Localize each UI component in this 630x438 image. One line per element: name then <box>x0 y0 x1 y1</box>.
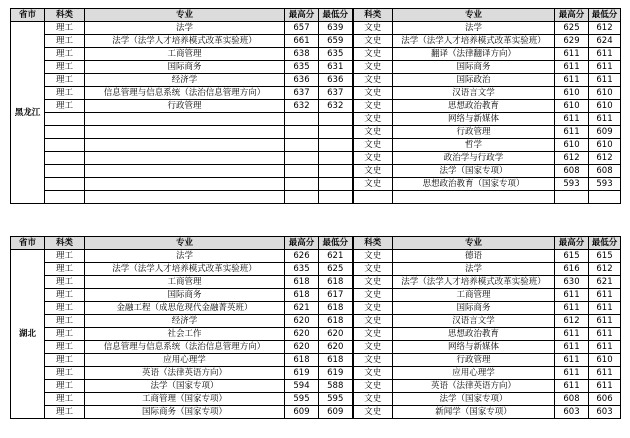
left-major-cell <box>85 126 285 139</box>
table-row <box>11 328 621 341</box>
right-major-cell: 思想政治教育（国家专项） <box>393 178 555 191</box>
left-max-score-cell: 609 <box>285 406 319 419</box>
left-min-score-cell: 631 <box>319 61 353 74</box>
left-min-score-cell <box>319 152 353 165</box>
left-min-score-cell: 639 <box>319 22 353 35</box>
table-row <box>11 406 621 419</box>
left-max-score-cell: 635 <box>285 263 319 276</box>
table-row <box>11 341 621 354</box>
right-category-cell: 文史 <box>353 48 393 61</box>
score-table-heilongjiang <box>10 8 621 204</box>
right-min-score-cell: 609 <box>589 126 621 139</box>
left-min-score-cell: 625 <box>319 263 353 276</box>
right-max-score-cell: 611 <box>555 367 589 380</box>
right-max-score-cell: 608 <box>555 393 589 406</box>
left-category-cell: 理工 <box>45 393 85 406</box>
left-min-score-cell <box>319 113 353 126</box>
table-row <box>11 178 621 191</box>
left-min-score-cell <box>319 178 353 191</box>
table-row <box>11 380 621 393</box>
right-min-score-cell: 610 <box>589 100 621 113</box>
right-min-score-cell: 603 <box>589 406 621 419</box>
right-major-cell: 国际商务 <box>393 61 555 74</box>
right-max-score-cell: 611 <box>555 328 589 341</box>
right-max-score-cell: 612 <box>555 315 589 328</box>
right-min-score-cell: 593 <box>589 178 621 191</box>
right-min-score-cell: 606 <box>589 393 621 406</box>
header-major: 专业 <box>85 9 285 22</box>
right-max-score-cell <box>555 191 589 204</box>
left-max-score-cell: 635 <box>285 61 319 74</box>
left-max-score-cell: 595 <box>285 393 319 406</box>
left-major-cell: 信息管理与信息系统（法治信息管理方向） <box>85 341 285 354</box>
right-category-cell: 文史 <box>353 113 393 126</box>
right-major-cell: 法学 <box>393 22 555 35</box>
right-major-cell: 汉语言文学 <box>393 87 555 100</box>
left-major-cell: 国际商务（国家专项） <box>85 406 285 419</box>
header-min: 最低分 <box>319 237 353 250</box>
right-max-score-cell: 611 <box>555 113 589 126</box>
right-category-cell: 文史 <box>353 126 393 139</box>
right-min-score-cell: 610 <box>589 87 621 100</box>
right-category-cell: 文史 <box>353 406 393 419</box>
table-row <box>11 191 621 204</box>
left-category-cell: 理工 <box>45 263 85 276</box>
table-row <box>11 315 621 328</box>
left-min-score-cell: 595 <box>319 393 353 406</box>
table-row <box>11 276 621 289</box>
table-row <box>11 61 621 74</box>
right-min-score-cell: 611 <box>589 328 621 341</box>
right-major-cell: 新闻学（国家专项） <box>393 406 555 419</box>
right-category-cell: 文史 <box>353 139 393 152</box>
header-min: 最低分 <box>589 237 621 250</box>
left-major-cell: 应用心理学 <box>85 354 285 367</box>
header-major: 专业 <box>393 237 555 250</box>
left-max-score-cell: 657 <box>285 22 319 35</box>
right-category-cell: 文史 <box>353 152 393 165</box>
left-category-cell: 理工 <box>45 87 85 100</box>
left-category-cell: 理工 <box>45 380 85 393</box>
right-category-cell: 文史 <box>353 367 393 380</box>
right-min-score-cell: 608 <box>589 165 621 178</box>
right-category-cell <box>353 191 393 204</box>
right-category-cell: 文史 <box>353 22 393 35</box>
right-min-score-cell: 611 <box>589 61 621 74</box>
left-category-cell <box>45 165 85 178</box>
table-row <box>11 139 621 152</box>
left-category-cell: 理工 <box>45 100 85 113</box>
table-row <box>11 74 621 87</box>
right-category-cell: 文史 <box>353 250 393 263</box>
right-major-cell: 工商管理 <box>393 289 555 302</box>
right-major-cell: 国际政治 <box>393 74 555 87</box>
left-category-cell: 理工 <box>45 250 85 263</box>
table-row <box>11 354 621 367</box>
right-min-score-cell: 612 <box>589 152 621 165</box>
header-category: 科类 <box>353 237 393 250</box>
right-major-cell: 法学 <box>393 263 555 276</box>
table-row <box>11 302 621 315</box>
left-max-score-cell: 618 <box>285 289 319 302</box>
right-category-cell: 文史 <box>353 341 393 354</box>
left-max-score-cell: 618 <box>285 354 319 367</box>
table-row <box>11 165 621 178</box>
right-major-cell: 英语（法律英语方向） <box>393 380 555 393</box>
right-min-score-cell: 611 <box>589 315 621 328</box>
right-max-score-cell: 625 <box>555 22 589 35</box>
left-max-score-cell <box>285 126 319 139</box>
left-category-cell: 理工 <box>45 61 85 74</box>
right-major-cell: 网络与新媒体 <box>393 113 555 126</box>
left-max-score-cell: 621 <box>285 302 319 315</box>
right-category-cell: 文史 <box>353 315 393 328</box>
right-category-cell: 文史 <box>353 35 393 48</box>
left-category-cell <box>45 152 85 165</box>
header-province: 省市 <box>11 9 45 22</box>
table-row <box>11 250 621 263</box>
right-max-score-cell: 611 <box>555 380 589 393</box>
right-major-cell: 网络与新媒体 <box>393 341 555 354</box>
left-category-cell: 理工 <box>45 48 85 61</box>
left-major-cell: 法学（国家专项） <box>85 380 285 393</box>
left-min-score-cell: 619 <box>319 367 353 380</box>
table-row <box>11 393 621 406</box>
header-category: 科类 <box>45 237 85 250</box>
right-category-cell: 文史 <box>353 165 393 178</box>
left-category-cell: 理工 <box>45 341 85 354</box>
right-max-score-cell: 612 <box>555 152 589 165</box>
left-max-score-cell <box>285 165 319 178</box>
left-max-score-cell: 632 <box>285 100 319 113</box>
right-category-cell: 文史 <box>353 354 393 367</box>
left-max-score-cell: 618 <box>285 276 319 289</box>
left-min-score-cell: 636 <box>319 74 353 87</box>
left-major-cell: 法学（法学人才培养模式改革实验班） <box>85 263 285 276</box>
left-max-score-cell: 620 <box>285 315 319 328</box>
left-min-score-cell: 620 <box>319 341 353 354</box>
right-max-score-cell: 593 <box>555 178 589 191</box>
right-category-cell: 文史 <box>353 178 393 191</box>
right-max-score-cell: 611 <box>555 341 589 354</box>
right-max-score-cell: 630 <box>555 276 589 289</box>
header-major: 专业 <box>85 237 285 250</box>
left-category-cell: 理工 <box>45 22 85 35</box>
table-row <box>11 263 621 276</box>
left-min-score-cell: 621 <box>319 250 353 263</box>
right-category-cell: 文史 <box>353 302 393 315</box>
left-min-score-cell: 618 <box>319 302 353 315</box>
left-category-cell <box>45 126 85 139</box>
table-row <box>11 367 621 380</box>
left-max-score-cell: 626 <box>285 250 319 263</box>
header-row <box>11 9 621 22</box>
left-major-cell <box>85 152 285 165</box>
right-min-score-cell: 611 <box>589 380 621 393</box>
score-table-hubei <box>10 236 621 419</box>
left-min-score-cell: 618 <box>319 354 353 367</box>
left-min-score-cell <box>319 165 353 178</box>
right-major-cell: 法学（国家专项） <box>393 393 555 406</box>
left-major-cell: 金融工程（成思危现代金融菁英班） <box>85 302 285 315</box>
right-max-score-cell: 603 <box>555 406 589 419</box>
right-major-cell: 国际商务 <box>393 302 555 315</box>
left-category-cell: 理工 <box>45 406 85 419</box>
right-category-cell: 文史 <box>353 87 393 100</box>
right-max-score-cell: 611 <box>555 289 589 302</box>
right-major-cell: 政治学与行政学 <box>393 152 555 165</box>
left-min-score-cell: 588 <box>319 380 353 393</box>
left-major-cell: 英语（法律英语方向） <box>85 367 285 380</box>
right-min-score-cell: 611 <box>589 74 621 87</box>
left-min-score-cell <box>319 126 353 139</box>
left-category-cell: 理工 <box>45 315 85 328</box>
left-min-score-cell: 618 <box>319 276 353 289</box>
table-row <box>11 113 621 126</box>
left-major-cell <box>85 178 285 191</box>
right-major-cell: 法学（国家专项） <box>393 165 555 178</box>
table-row <box>11 22 621 35</box>
right-category-cell: 文史 <box>353 263 393 276</box>
right-min-score-cell: 621 <box>589 276 621 289</box>
left-category-cell: 理工 <box>45 354 85 367</box>
header-row <box>11 237 621 250</box>
right-major-cell: 思想政治教育 <box>393 328 555 341</box>
left-max-score-cell <box>285 191 319 204</box>
left-major-cell <box>85 191 285 204</box>
left-category-cell: 理工 <box>45 289 85 302</box>
right-max-score-cell: 611 <box>555 74 589 87</box>
right-min-score-cell: 610 <box>589 139 621 152</box>
right-major-cell: 法学（法学人才培养模式改革实验班） <box>393 35 555 48</box>
right-category-cell: 文史 <box>353 100 393 113</box>
left-major-cell: 国际商务 <box>85 289 285 302</box>
right-major-cell <box>393 191 555 204</box>
left-category-cell: 理工 <box>45 74 85 87</box>
right-min-score-cell: 611 <box>589 48 621 61</box>
left-min-score-cell: 659 <box>319 35 353 48</box>
left-major-cell: 工商管理 <box>85 276 285 289</box>
table-row <box>11 289 621 302</box>
header-category: 科类 <box>353 9 393 22</box>
left-min-score-cell: 637 <box>319 87 353 100</box>
left-max-score-cell: 620 <box>285 328 319 341</box>
left-major-cell: 工商管理（国家专项） <box>85 393 285 406</box>
right-max-score-cell: 610 <box>555 100 589 113</box>
left-max-score-cell: 594 <box>285 380 319 393</box>
right-min-score-cell: 612 <box>589 263 621 276</box>
right-min-score-cell: 611 <box>589 367 621 380</box>
left-major-cell <box>85 165 285 178</box>
left-min-score-cell: 635 <box>319 48 353 61</box>
right-max-score-cell: 611 <box>555 48 589 61</box>
header-max: 最高分 <box>555 9 589 22</box>
header-min: 最低分 <box>319 9 353 22</box>
header-province: 省市 <box>11 237 45 250</box>
right-max-score-cell: 610 <box>555 87 589 100</box>
right-major-cell: 思想政治教育 <box>393 100 555 113</box>
left-min-score-cell: 620 <box>319 328 353 341</box>
left-max-score-cell: 620 <box>285 341 319 354</box>
left-major-cell: 法学（法学人才培养模式改革实验班） <box>85 35 285 48</box>
province-cell: 湖北 <box>11 250 45 419</box>
table-row <box>11 35 621 48</box>
right-major-cell: 汉语言文学 <box>393 315 555 328</box>
right-max-score-cell: 616 <box>555 263 589 276</box>
table-row <box>11 87 621 100</box>
header-max: 最高分 <box>285 9 319 22</box>
left-category-cell: 理工 <box>45 35 85 48</box>
right-category-cell: 文史 <box>353 74 393 87</box>
right-max-score-cell: 611 <box>555 126 589 139</box>
right-category-cell: 文史 <box>353 380 393 393</box>
right-max-score-cell: 608 <box>555 165 589 178</box>
right-min-score-cell: 611 <box>589 289 621 302</box>
right-major-cell: 行政管理 <box>393 126 555 139</box>
left-max-score-cell: 661 <box>285 35 319 48</box>
left-category-cell: 理工 <box>45 367 85 380</box>
right-major-cell: 德语 <box>393 250 555 263</box>
right-min-score-cell: 611 <box>589 341 621 354</box>
left-major-cell: 行政管理 <box>85 100 285 113</box>
left-major-cell: 经济学 <box>85 74 285 87</box>
left-major-cell: 国际商务 <box>85 61 285 74</box>
right-min-score-cell: 612 <box>589 22 621 35</box>
right-min-score-cell: 624 <box>589 35 621 48</box>
left-min-score-cell: 609 <box>319 406 353 419</box>
left-major-cell: 社会工作 <box>85 328 285 341</box>
header-max: 最高分 <box>285 237 319 250</box>
left-major-cell: 信息管理与信息系统（法治信息管理方向） <box>85 87 285 100</box>
left-max-score-cell: 637 <box>285 87 319 100</box>
left-max-score-cell <box>285 139 319 152</box>
right-major-cell: 行政管理 <box>393 354 555 367</box>
left-category-cell: 理工 <box>45 276 85 289</box>
right-max-score-cell: 611 <box>555 302 589 315</box>
left-category-cell: 理工 <box>45 302 85 315</box>
right-major-cell: 翻译（法律翻译方向） <box>393 48 555 61</box>
left-category-cell <box>45 191 85 204</box>
left-category-cell <box>45 139 85 152</box>
right-category-cell: 文史 <box>353 276 393 289</box>
right-max-score-cell: 611 <box>555 61 589 74</box>
right-category-cell: 文史 <box>353 393 393 406</box>
left-major-cell: 工商管理 <box>85 48 285 61</box>
right-max-score-cell: 610 <box>555 139 589 152</box>
right-max-score-cell: 611 <box>555 354 589 367</box>
left-category-cell: 理工 <box>45 328 85 341</box>
right-min-score-cell: 610 <box>589 354 621 367</box>
left-major-cell: 法学 <box>85 250 285 263</box>
right-category-cell: 文史 <box>353 61 393 74</box>
left-min-score-cell: 618 <box>319 315 353 328</box>
right-min-score-cell: 611 <box>589 302 621 315</box>
left-min-score-cell: 632 <box>319 100 353 113</box>
table-row <box>11 100 621 113</box>
right-max-score-cell: 615 <box>555 250 589 263</box>
header-min: 最低分 <box>589 9 621 22</box>
left-max-score-cell: 619 <box>285 367 319 380</box>
right-major-cell: 哲学 <box>393 139 555 152</box>
table-row <box>11 48 621 61</box>
left-major-cell: 法学 <box>85 22 285 35</box>
header-category: 科类 <box>45 9 85 22</box>
table-row <box>11 126 621 139</box>
header-major: 专业 <box>393 9 555 22</box>
right-min-score-cell: 615 <box>589 250 621 263</box>
left-max-score-cell: 638 <box>285 48 319 61</box>
left-category-cell <box>45 113 85 126</box>
left-max-score-cell <box>285 152 319 165</box>
left-major-cell <box>85 139 285 152</box>
left-category-cell <box>45 178 85 191</box>
right-max-score-cell: 629 <box>555 35 589 48</box>
right-major-cell: 应用心理学 <box>393 367 555 380</box>
right-min-score-cell: 611 <box>589 113 621 126</box>
left-min-score-cell: 617 <box>319 289 353 302</box>
province-cell: 黑龙江 <box>11 22 45 204</box>
left-min-score-cell <box>319 191 353 204</box>
right-min-score-cell <box>589 191 621 204</box>
left-min-score-cell <box>319 139 353 152</box>
left-major-cell: 经济学 <box>85 315 285 328</box>
table-row <box>11 152 621 165</box>
right-major-cell: 法学（法学人才培养模式改革实验班） <box>393 276 555 289</box>
header-max: 最高分 <box>555 237 589 250</box>
left-max-score-cell <box>285 113 319 126</box>
left-max-score-cell <box>285 178 319 191</box>
left-major-cell <box>85 113 285 126</box>
left-max-score-cell: 636 <box>285 74 319 87</box>
right-category-cell: 文史 <box>353 328 393 341</box>
right-category-cell: 文史 <box>353 289 393 302</box>
